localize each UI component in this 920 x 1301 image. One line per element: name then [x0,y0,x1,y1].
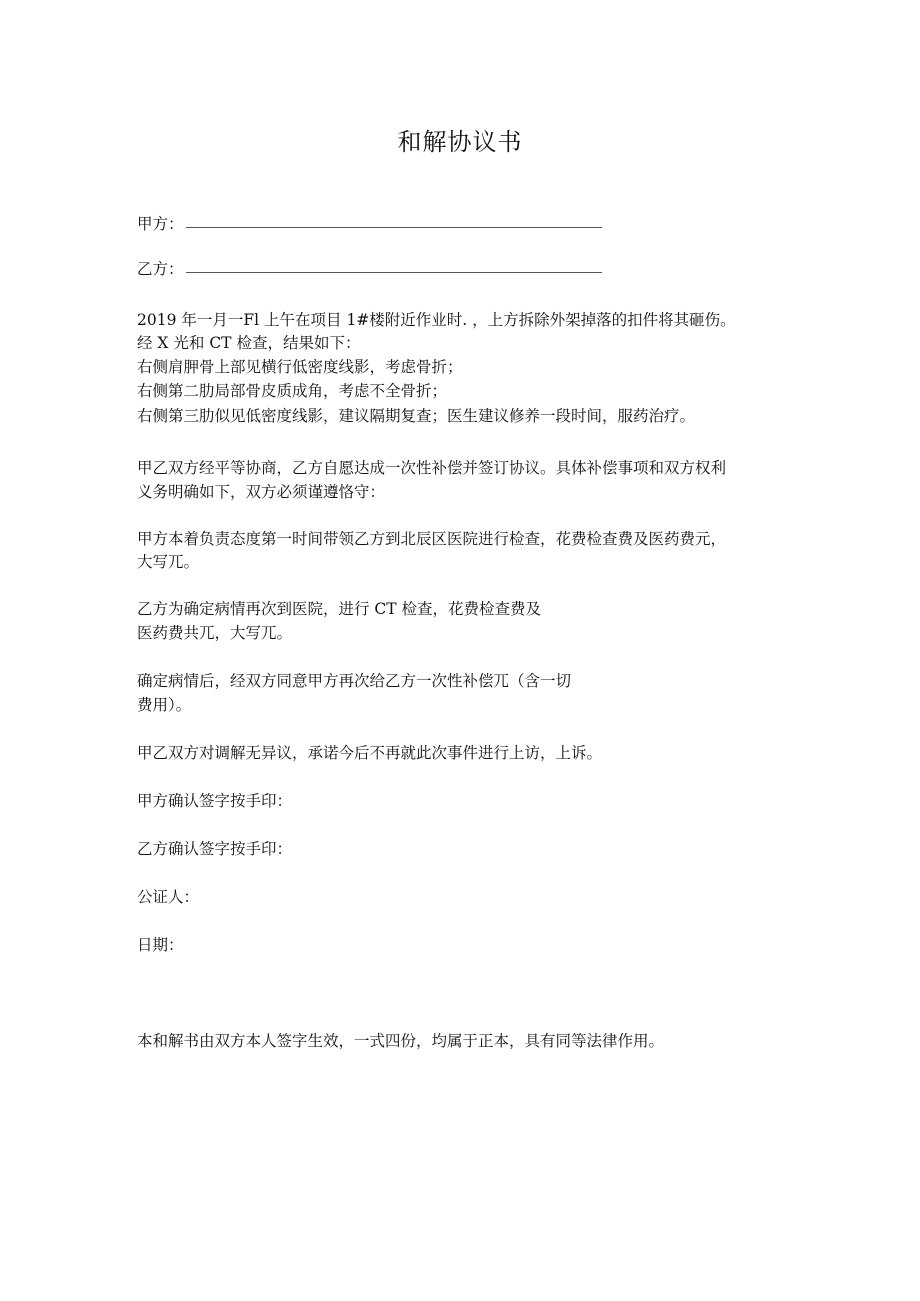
incident-line: 2019 年一月一Fl 上午在项目 1#楼附近作业时. ，上方拆除外架掉落的扣件将其砸伤。 [137,311,736,329]
clause-3-line: 确定病情后，经双方同意甲方再次给乙方一次性补偿兀（含一切 [137,672,572,690]
date-line: 日期： [137,936,184,954]
negotiation-line: 义务明确如下，双方必须谨遵恪守： [137,483,386,501]
footer-note: 本和解书由双方本人签字生效，一式四份，均属于正本，具有同等法律作用。 [137,1032,665,1050]
clause-2-line: 乙方为确定病情再次到医院，进行 CT 检查，花费检查费及 [137,600,542,618]
party-b-line [137,258,602,281]
negotiation-line: 甲乙双方经平等协商，乙方自愿达成一次性补偿并签订协议。具体补偿事项和双方权利 [137,459,727,477]
sign-b-line: 乙方确认签字按手印： [137,840,293,858]
clause-3-line: 费用）。 [137,696,192,714]
clause-2-line: 医药费共兀，大写兀。 [137,624,293,642]
party-a-blank [186,213,602,228]
incident-line: 右侧第二肋局部骨皮质成角，考虑不全骨折； [137,382,448,400]
clause-1-line: 甲方本着负责态度第一时间带领乙方到北辰区医院进行检查，花费检查费及医药费元， [137,530,727,548]
notary-line: 公证人： [137,888,200,906]
party-a-line [137,213,602,236]
party-a-label: 甲方： [137,215,184,233]
clause-1-line: 大写兀。 [137,553,200,571]
document-title: 和解协议书 [397,128,523,156]
incident-line: 右侧第三肋似见低密度线影，建议隔期复查；医生建议修养一段时间，服药治疗。 [137,407,696,425]
party-b-blank [186,258,602,273]
clause-4-line: 甲乙双方对调解无异议，承诺今后不再就此次事件进行上访，上诉。 [137,744,603,762]
party-b-label: 乙方： [137,260,184,278]
incident-line: 右侧肩胛骨上部见横行低密度线影，考虑骨折； [137,358,463,376]
sign-a-line: 甲方确认签字按手印： [137,792,293,810]
incident-line: 经 X 光和 CT 检查，结果如下： [137,334,361,352]
